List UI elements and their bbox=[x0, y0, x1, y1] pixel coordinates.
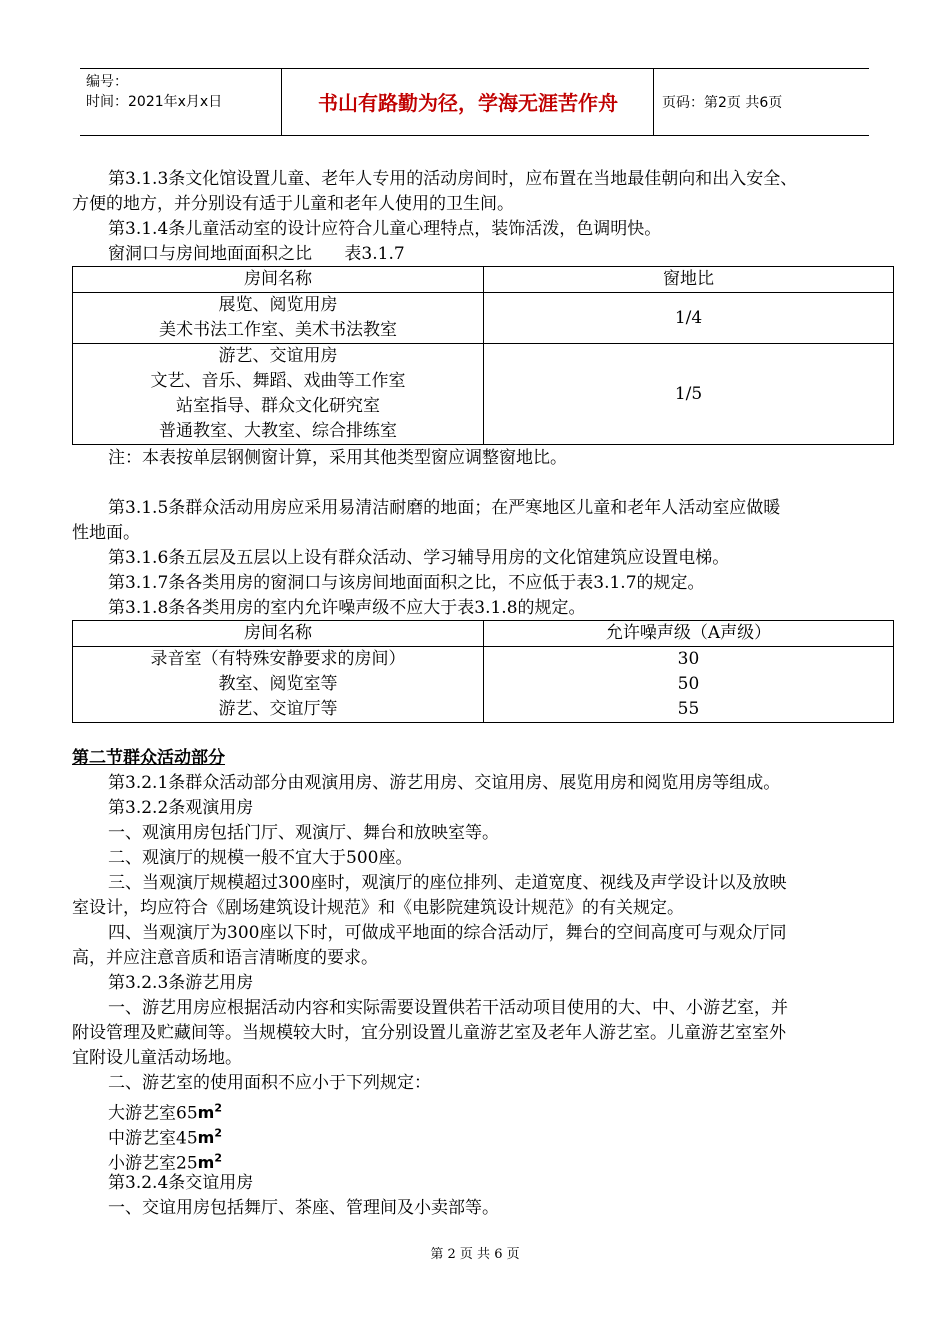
room-name: 文艺、音乐、舞蹈、戏曲等工作室 bbox=[150, 371, 406, 391]
table-3-1-7-note: 注：本表按单层钢侧窗计算，采用其他类型窗应调整窗地比。 bbox=[108, 448, 567, 468]
paragraph-3-2-2-item1: 一、观演用房包括门厅、观演厅、舞台和放映室等。 bbox=[108, 823, 499, 843]
paragraph-3-2-2-item3-line1: 三、当观演厅规模超过300座时，观演厅的座位排列、走道宽度、视线及声学设计以及放映 bbox=[108, 873, 787, 893]
paragraph-3-2-1: 第3.2.1条群众活动部分由观演用房、游艺用房、交谊用房、展览用房和阅览用房等组成。 bbox=[108, 773, 781, 793]
table-row bbox=[73, 293, 894, 344]
paragraph-3-2-4-item1: 一、交谊用房包括舞厅、茶座、管理间及小卖部等。 bbox=[108, 1198, 499, 1218]
paragraph-3-2-3-item2: 二、游艺室的使用面积不应小于下列规定： bbox=[108, 1073, 431, 1093]
table-cell-room-name: 录音室（有特殊安静要求的房间） bbox=[73, 647, 484, 673]
section-title: 第二节群众活动部分 bbox=[72, 748, 225, 768]
header-divider-right bbox=[653, 68, 654, 135]
paragraph-3-1-3-line1: 第3.1.3条文化馆设置儿童、老年人专用的活动房间时，应布置在当地最佳朝向和出入安全、 bbox=[108, 169, 798, 189]
table-row bbox=[73, 672, 894, 697]
header-top-rule bbox=[80, 68, 869, 69]
table-row bbox=[73, 697, 894, 723]
paragraph-3-2-3-item1-line2: 附设管理及贮藏间等。当规模较大时，宜分别设置儿童游艺室及老年人游艺室。儿童游艺室室外 bbox=[72, 1023, 786, 1043]
window-floor-ratio-table bbox=[72, 266, 894, 445]
table-cell-room-name: 游艺、交谊厅等 bbox=[73, 697, 484, 723]
header-page-label: 页码：第2页 共6页 bbox=[662, 95, 783, 111]
paragraph-3-2-3-title: 第3.2.3条游艺用房 bbox=[108, 973, 254, 993]
paragraph-3-1-6: 第3.1.6条五层及五层以上设有群众活动、学习辅导用房的文化馆建筑应设置电梯。 bbox=[108, 548, 730, 568]
area-label: 小游艺室25 bbox=[108, 1153, 198, 1174]
paragraph-3-2-2-item2: 二、观演厅的规模一般不宜大于500座。 bbox=[108, 848, 413, 868]
paragraph-3-1-8: 第3.1.8条各类用房的室内允许噪声级不应大于表3.1.8的规定。 bbox=[108, 598, 586, 618]
paragraph-3-2-3-item1-line3: 宜附设儿童活动场地。 bbox=[72, 1048, 242, 1068]
table-row bbox=[73, 344, 894, 445]
table-header-room-name: 房间名称 bbox=[73, 621, 484, 647]
table-cell-noise-value: 55 bbox=[484, 697, 894, 723]
room-name: 美术书法工作室、美术书法教室 bbox=[159, 320, 397, 340]
area-label: 大游艺室65 bbox=[108, 1103, 198, 1124]
room-name: 展览、阅览用房 bbox=[218, 295, 338, 315]
room-name: 站室指导、群众文化研究室 bbox=[176, 396, 380, 416]
table-cell-noise-value: 50 bbox=[484, 672, 894, 697]
table-row bbox=[73, 647, 894, 673]
header-divider-left bbox=[281, 68, 282, 135]
paragraph-3-2-2-title: 第3.2.2条观演用房 bbox=[108, 798, 254, 818]
paragraph-3-2-2-item3-line2: 室设计，均应符合《剧场建筑设计规范》和《电影院建筑设计规范》的有关规定。 bbox=[72, 898, 684, 918]
header-motto: 书山有路勤为径，学海无涯苦作舟 bbox=[318, 91, 618, 115]
table-cell-room-names bbox=[73, 293, 484, 344]
paragraph-3-1-5-line2: 性地面。 bbox=[72, 523, 140, 543]
square-meter-unit: $m^2$ bbox=[197, 1127, 222, 1148]
table-cell-ratio: 1/4 bbox=[484, 293, 894, 344]
table-header-row bbox=[73, 621, 894, 647]
table-cell-room-names bbox=[73, 344, 484, 445]
paragraph-3-1-4: 第3.1.4条儿童活动室的设计应符合儿童心理特点，装饰活泼，色调明快。 bbox=[108, 219, 662, 239]
area-label: 中游艺室45 bbox=[108, 1128, 198, 1149]
header-time-label: 时间：2021年x月x日 bbox=[86, 94, 223, 110]
header-bottom-rule bbox=[80, 135, 869, 136]
header-number-label: 编号： bbox=[86, 74, 128, 90]
table-cell-ratio: 1/5 bbox=[484, 344, 894, 445]
square-meter-unit: $m^2$ bbox=[197, 1152, 222, 1173]
paragraph-3-1-7: 第3.1.7条各类用房的窗洞口与该房间地面面积之比，不应低于表3.1.7的规定。 bbox=[108, 573, 705, 593]
paragraph-3-2-4-title: 第3.2.4条交谊用房 bbox=[108, 1173, 254, 1193]
paragraph-3-2-2-item4-line2: 高，并应注意音质和语言清晰度的要求。 bbox=[72, 948, 378, 968]
table-cell-room-name: 教室、阅览室等 bbox=[73, 672, 484, 697]
room-name: 普通教室、大教室、综合排练室 bbox=[159, 421, 397, 441]
table-header-room-name: 房间名称 bbox=[73, 267, 484, 293]
table-header-row bbox=[73, 267, 894, 293]
table-header-ratio: 窗地比 bbox=[484, 267, 894, 293]
paragraph-3-1-5-line1: 第3.1.5条群众活动用房应采用易清洁耐磨的地面；在严寒地区儿童和老年人活动室应做暖 bbox=[108, 498, 781, 518]
paragraph-3-2-3-item1-line1: 一、游艺用房应根据活动内容和实际需要设置供若干活动项目使用的大、中、小游艺室，并 bbox=[108, 998, 788, 1018]
table-cell-noise-value: 30 bbox=[484, 647, 894, 673]
table-header-noise-level: 允许噪声级（A声级） bbox=[484, 621, 894, 647]
paragraph-3-2-2-item4-line1: 四、当观演厅为300座以下时，可做成平地面的综合活动厅，舞台的空间高度可与观众厅同 bbox=[108, 923, 787, 943]
page-footer: 第 2 页 共 6 页 bbox=[430, 1247, 520, 1262]
room-name: 游艺、交谊用房 bbox=[218, 346, 338, 366]
table-3-1-7-caption: 窗洞口与房间地面面积之比 表3.1.7 bbox=[108, 244, 405, 264]
square-meter-unit: $m^2$ bbox=[197, 1102, 222, 1123]
noise-level-table bbox=[72, 620, 894, 723]
paragraph-3-1-3-line2: 方便的地方，并分别设有适于儿童和老年人使用的卫生间。 bbox=[72, 194, 514, 214]
